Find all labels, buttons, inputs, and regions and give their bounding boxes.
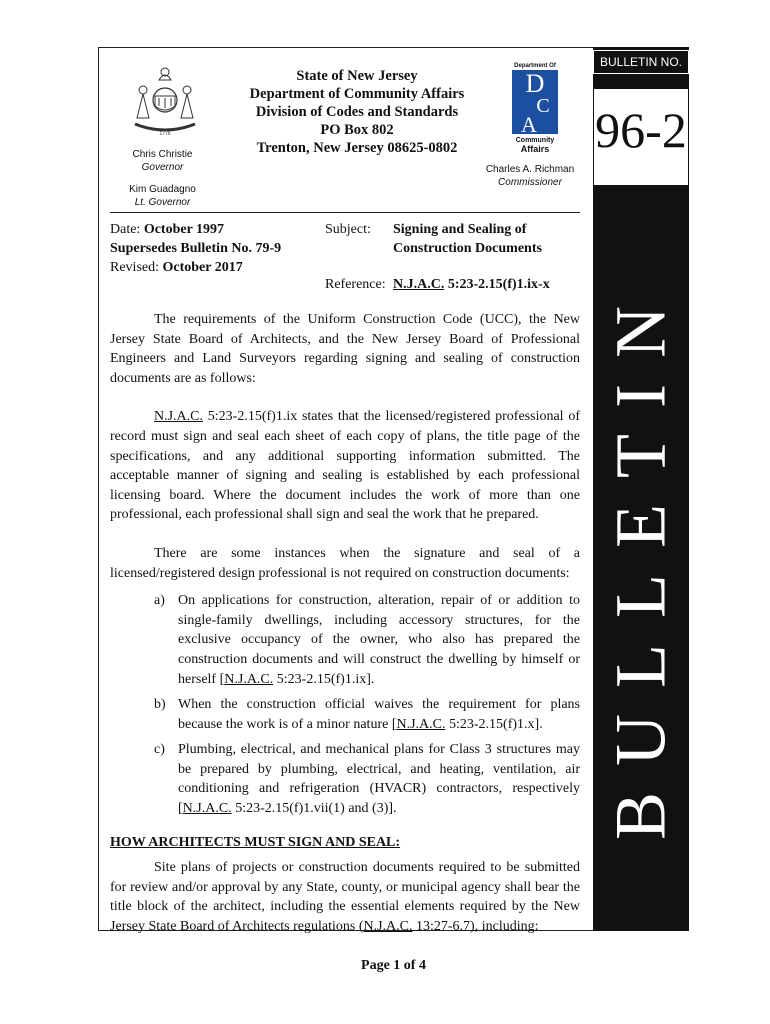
governor-block bbox=[110, 148, 215, 174]
dca-logo-icon bbox=[505, 60, 565, 155]
list-item-tail: 5:23-2.15(f)1.ix]. bbox=[273, 671, 375, 687]
date-line bbox=[110, 220, 320, 239]
njac-link[interactable]: N.J.A.C. bbox=[224, 671, 274, 687]
revised-value: October 2017 bbox=[162, 260, 243, 275]
section-heading-colon: : bbox=[395, 834, 401, 850]
bulletin-no-label: BULLETIN NO. bbox=[593, 50, 689, 74]
list-marker: b) bbox=[154, 697, 166, 713]
commissioner-name: Charles A. Richman bbox=[485, 164, 575, 175]
revised-line bbox=[110, 258, 320, 277]
bulletin-number: 96-2 bbox=[595, 102, 687, 158]
list-item-tail: 5:23-2.15(f)1.vii(1) and (3)]. bbox=[231, 801, 397, 817]
reference-rest: 5:23-2.15(f)1.ix-x bbox=[444, 277, 550, 292]
dca-logo-affairs: Affairs bbox=[520, 144, 550, 154]
supersedes-value: Supersedes Bulletin No. 79-9 bbox=[110, 241, 282, 256]
paragraph-architects bbox=[110, 858, 580, 936]
header-divider bbox=[110, 212, 580, 213]
bulletin-meta-left bbox=[110, 220, 320, 277]
commissioner-block bbox=[470, 163, 590, 189]
header-po-box: PO Box 802 bbox=[320, 122, 394, 138]
date-value: October 1997 bbox=[143, 222, 225, 237]
reference-label: Reference: bbox=[325, 277, 386, 292]
lt-governor-block bbox=[110, 183, 215, 209]
header-state: State of New Jersey bbox=[296, 68, 418, 84]
agency-header bbox=[232, 67, 482, 157]
header-department: Department of Community Affairs bbox=[249, 86, 465, 102]
governor-role: Governor bbox=[141, 162, 184, 173]
paragraph-sign-seal bbox=[110, 407, 580, 525]
paragraph-sign-seal-text: 5:23-2.15(f)1.ix states that the licensed/registered professional of record must sign and seal each sheet of each copy of plans, the title page of the specifications, and any additional supporting information submitted. The acceptable manner of signing and sealing is established by each professional licensing board. Where the document includes the work of more than one professional, each professional shall sign and seal the work that he prepared. bbox=[110, 409, 580, 523]
svg-text:D: D bbox=[525, 69, 545, 98]
paragraph-exceptions: There are some instances when the signature and seal of a licensed/registered design professional is not required on construction documents: bbox=[110, 545, 580, 581]
subject-value: Signing and Sealing of Construction Documents bbox=[393, 222, 542, 256]
njac-link[interactable]: N.J.A.C. bbox=[363, 919, 413, 935]
section-heading-text: HOW ARCHITECTS MUST SIGN AND SEAL bbox=[110, 834, 396, 850]
state-seal-icon bbox=[125, 60, 205, 140]
paragraph-architects-text: Site plans of projects or construction documents required to be submitted for review and/or approval by any State, county, or municipal agency shall bear the title block of the architect, including the essential elements required by the New Jersey State Board of Architects regulations ( bbox=[110, 860, 580, 935]
lt-governor-name: Kim Guadagno bbox=[129, 184, 196, 195]
svg-text:A: A bbox=[521, 112, 537, 137]
njac-link[interactable]: N.J.A.C. bbox=[396, 716, 446, 732]
list-item-text: Plumbing, electrical, and mechanical plans for Class 3 structures may be prepared by plumbing, electrical, and heating, ventilation, air conditioning and refrigeration (HVACR) contractors, respectively [ bbox=[178, 742, 580, 817]
paragraph-intro: The requirements of the Uniform Construction Code (UCC), the New Jersey State Board of Architects, and the New Jersey Board of Professional Engineers and Land Surveyors regarding signing and sealing of construction documents are as follows: bbox=[110, 312, 580, 386]
list-item bbox=[110, 695, 580, 734]
section-heading bbox=[110, 833, 580, 853]
dca-logo-community: Community bbox=[515, 137, 555, 144]
reference-value bbox=[393, 275, 550, 294]
list-item-text: On applications for construction, alteration, repair of or addition to single-family dwellings, including accessory structures, for the exclusive occupancy of the owner, who also has prepared the construction documents and will construct the dwelling by himself or herself [ bbox=[178, 593, 580, 687]
subject-label: Subject: bbox=[325, 222, 371, 237]
revised-label: Revised: bbox=[110, 260, 159, 275]
page-number: Page 1 of 4 bbox=[361, 958, 426, 973]
commissioner-role: Commissioner bbox=[498, 177, 562, 188]
header-city: Trenton, New Jersey 08625-0802 bbox=[256, 140, 458, 156]
list-marker: c) bbox=[154, 742, 165, 758]
bulletin-vertical-word: BULLETIN bbox=[600, 280, 681, 840]
svg-text:1776: 1776 bbox=[159, 131, 171, 137]
supersedes-line bbox=[110, 239, 320, 258]
paragraph-architects-tail: 13:27-6.7), including: bbox=[412, 919, 539, 935]
exceptions-list bbox=[110, 591, 580, 819]
bulletin-body bbox=[110, 310, 580, 956]
lt-governor-role: Lt. Governor bbox=[134, 197, 191, 208]
njac-link[interactable]: N.J.A.C. bbox=[182, 801, 232, 817]
svg-text:C: C bbox=[536, 95, 550, 117]
governor-name: Chris Christie bbox=[132, 149, 193, 160]
dca-logo-top-text: Department Of bbox=[514, 63, 556, 69]
list-item bbox=[110, 740, 580, 818]
list-item-text: When the construction official waives the requirement for plans because the work is of a minor nature [ bbox=[178, 697, 580, 732]
list-item-tail: 5:23-2.15(f)1.x]. bbox=[445, 716, 543, 732]
header-division: Division of Codes and Standards bbox=[255, 104, 459, 120]
njac-link[interactable]: N.J.A.C. bbox=[154, 409, 204, 425]
reference-link[interactable]: N.J.A.C. bbox=[393, 277, 445, 292]
list-item bbox=[110, 591, 580, 689]
list-marker: a) bbox=[154, 593, 165, 609]
date-label: Date: bbox=[110, 222, 141, 237]
